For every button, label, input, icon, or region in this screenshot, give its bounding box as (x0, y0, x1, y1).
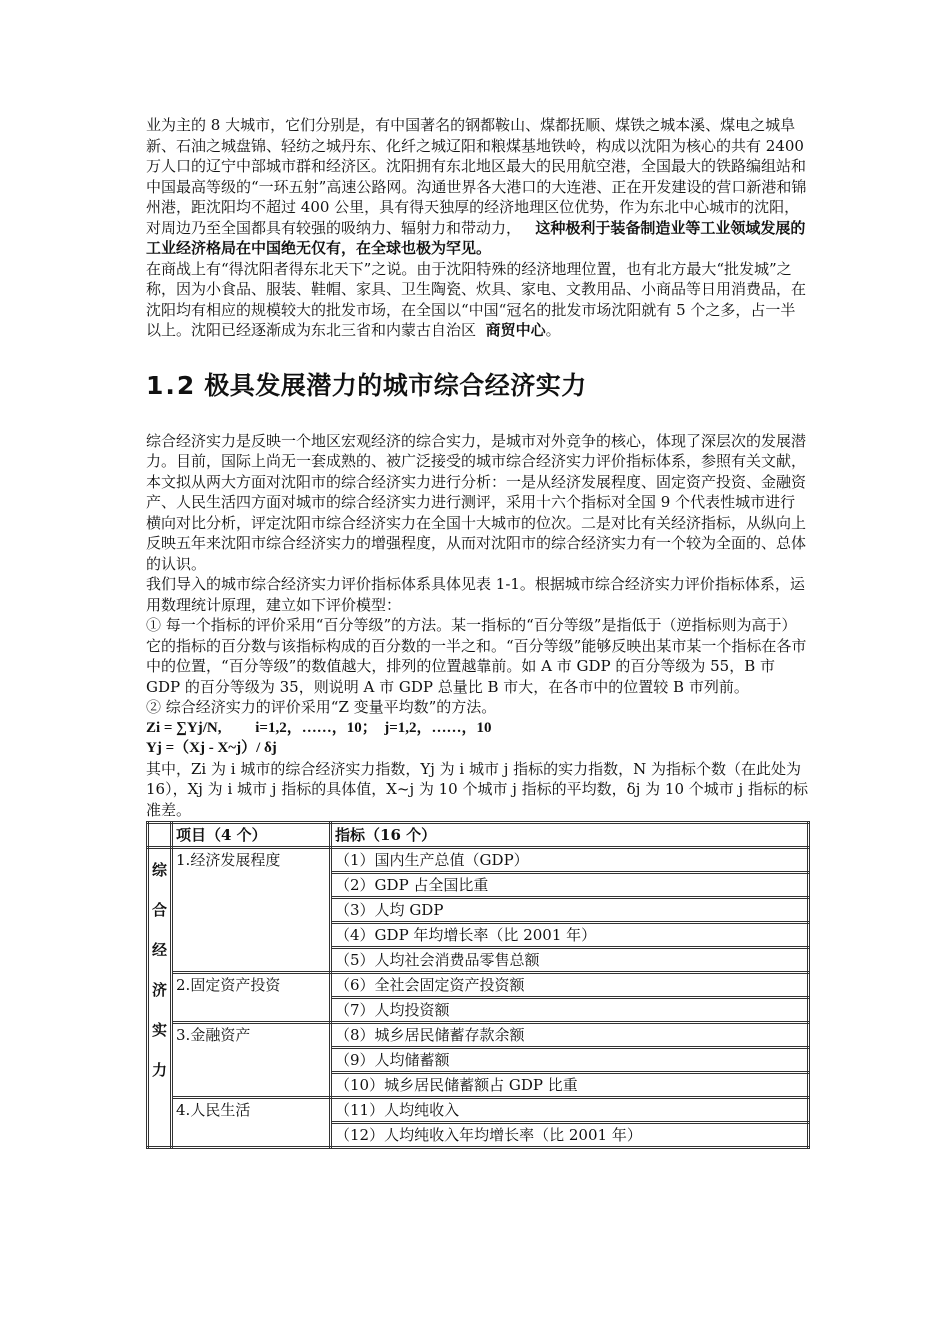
side-char: 经 (152, 941, 168, 959)
table-indicator-cell: （1）国内生产总值（GDP） (331, 848, 809, 873)
paragraph-commerce (146, 259, 810, 341)
paragraph-definitions: 其中，Zi 为 i 城市的综合经济实力指数，Yj 为 i 城市 j 指标的实力指数，N 为指标个数（在此处为 16），Xj 为 i 城市 j 指标的具体值，X~j 为 10 个城市 j 指标的平均数，δj 为 10 个城市 j 指标的标准差。 (146, 759, 808, 819)
paragraph-z-method: ② 综合经济实力的评价采用“Z 变量平均数”的方法。 (146, 698, 497, 716)
section-number: 1.2 (146, 370, 197, 400)
paragraph-percentile-method: ① 每一个指标的评价采用“百分等级”的方法。某一指标的“百分等级”是指低于（逆指标则为高于）它的指标的百分数与该指标构成的百分数的一半之和。“百分等级”能够反映出某市某一个指标在各市中的位置，“百分等级”的数值越大，排列的位置越靠前。如 A 市 GDP 的百分等级为 55，B 市 GDP 的百分等级为 35，则说明 A 市 GDP 总量比 B 市大，在各市中的位置较 B 市列前。 (146, 616, 807, 696)
table-row (148, 1098, 809, 1123)
table-corner-cell (148, 823, 172, 848)
table-header-indicator: 指标（16 个） (331, 823, 809, 848)
document-page (146, 115, 810, 1149)
table-indicator-cell: （9）人均储蓄额 (331, 1048, 809, 1073)
paragraph-model-intro: 我们导入的城市综合经济实力评价指标体系具体见表 1-1。根据城市综合经济实力评价指标体系，运用数理统计原理，建立如下评价模型： (146, 575, 805, 614)
table-indicator-cell: （6）全社会固定资产投资额 (331, 973, 809, 998)
table-indicator-cell: （12）人均纯收入年均增长率（比 2001 年） (331, 1123, 809, 1148)
paragraph-overview: 综合经济实力是反映一个地区宏观经济的综合实力，是城市对外竞争的核心，体现了深层次的发展潜力。目前，国际上尚无一套成熟的、被广泛接受的城市综合经济实力评价指标体系，参照有关文献，本文拟从两大方面对沈阳市的综合经济实力进行分析：一是从经济发展程度、固定资产投资、金融资产、人民生活四方面对城市的综合经济实力进行测评，采用十六个指标对全国 9 个代表性城市进行横向对比分析，评定沈阳市综合经济实力在全国十大城市的位次。二是对比有关经济指标，从纵向上反映五年来沈阳市综合经济实力的增强程度，从而对沈阳市的综合经济实力有一个较为全面的、总体的认识。 (146, 431, 807, 573)
formula-zi: Zi = ∑Yj/N, i=1,2，……，10； j=1,2，……，10 (146, 719, 492, 736)
paragraph-cities-text: 业为主的 8 大城市，它们分别是，有中国著名的钢都鞍山、煤都抚顺、煤铁之城本溪、煤电之城阜新、石油之城盘锦、轻纺之城丹东、化纤之城辽阳和粮煤基地铁岭，构成以沈阳为核心的共有 2400 万人口的辽宁中部城市群和经济区。沈阳拥有东北地区最大的民用航空港，全国最大的铁路编组站和中国最高等级的“一环五射”高速公路网。沟通世界各大港口的大连港、正在开发建设的营口新港和锦州港，距沈阳均不超过 400 公里，具有得天独厚的经济地理区位优势，作为东北中心城市的沈阳，对周边乃至全国都具有较强的吸纳力、辐射力和带动力， (146, 116, 807, 237)
table-indicator-cell: （3）人均 GDP (331, 898, 809, 923)
table-side-label (148, 848, 172, 1148)
table-header-item: 项目（4 个） (172, 823, 331, 848)
side-char: 实 (152, 1021, 168, 1039)
table-indicator-cell: （2）GDP 占全国比重 (331, 873, 809, 898)
table-indicator-cell: （8）城乡居民储蓄存款余额 (331, 1023, 809, 1048)
paragraph-cities (146, 115, 810, 259)
table-indicator-cell: （11）人均纯收入 (331, 1098, 809, 1123)
table-indicator-cell: （7）人均投资额 (331, 998, 809, 1023)
side-char: 力 (152, 1061, 168, 1079)
table-row (148, 973, 809, 998)
paragraph-commerce-bold: 商贸中心 (485, 321, 546, 339)
section-heading (146, 371, 810, 401)
formula-yj: Yj =（Xj - X~j）/ δj (146, 740, 277, 756)
paragraph-cities-bold: 这种极利于装备制造业等工业领域发展的工业经济格局在中国绝无仅有，在全球也极为罕见。 (146, 218, 806, 257)
table-category-cell: 3.金融资产 (172, 1023, 331, 1098)
table-indicator-cell: （4）GDP 年均增长率（比 2001 年） (331, 923, 809, 948)
table-row (148, 1023, 809, 1048)
indicator-table (146, 821, 810, 1149)
table-category-cell: 4.人民生活 (172, 1098, 331, 1148)
paragraph-commerce-end: 。 (545, 321, 561, 339)
table-header-row (148, 823, 809, 848)
side-char: 合 (152, 901, 168, 919)
table-indicator-cell: （10）城乡居民储蓄额占 GDP 比重 (331, 1073, 809, 1098)
table-indicator-cell: （5）人均社会消费品零售总额 (331, 948, 809, 973)
table-row (148, 848, 809, 873)
paragraph-commerce-text: 在商战上有“得沈阳者得东北天下”之说。由于沈阳特殊的经济地理位置，也有北方最大“批发城”之称，因为小食品、服装、鞋帽、家具、卫生陶瓷、炊具、家电、文教用品、小商品等日用消费品，在沈阳均有相应的规模较大的批发市场，在全国以“中国“冠名的批发市场沈阳就有 5 个之多，占一半以上。沈阳已经逐渐成为东北三省和内蒙古自治区 (146, 259, 807, 339)
side-char: 济 (152, 981, 168, 999)
section-title: 极具发展潜力的城市综合经济实力 (204, 370, 587, 400)
side-char: 综 (152, 861, 168, 879)
table-category-cell: 1.经济发展程度 (172, 848, 331, 973)
table-category-cell: 2.固定资产投资 (172, 973, 331, 1023)
